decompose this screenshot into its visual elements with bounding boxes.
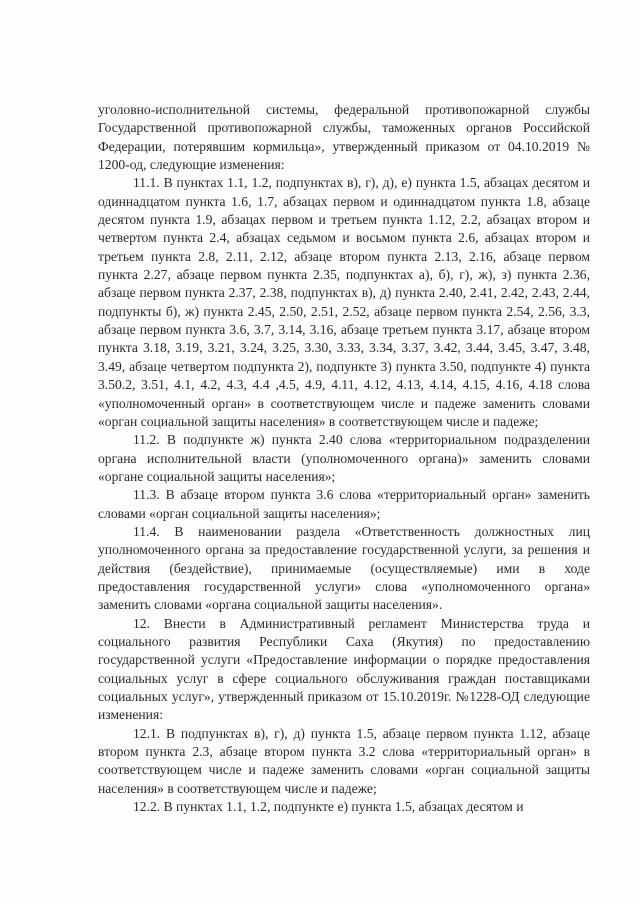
document-body	[98, 101, 590, 816]
paragraph-11-2: 11.2. В подпункте ж) пункта 2.40 слова «территориальном подразделении органа исполнительной власти (уполномоченного органа)» заменить словами «органе социальной защиты населения»;	[98, 432, 590, 484]
paragraph-11-3: 11.3. В абзаце втором пункта 3.6 слова «территориальный орган» заменить словами «орган социальной защиты населения»;	[98, 487, 590, 521]
paragraph-12: 12. Внести в Административный регламент Министерства труда и социального развития Республики Саха (Якутия) по предоставлению государственной услуги «Предоставление информации о порядке предоставления социальных услуг в сфере социального обслуживания граждан поставщиками социальных услуг», утвержденный приказом от 15.10.2019г. №1228-ОД следующие изменения:	[98, 615, 590, 723]
paragraph-intro: уголовно-исполнительной системы, федеральной противопожарной службы Государственной противопожарной службы, таможенных органов Российской Федерации, потерявшим кормильца», утвержденный приказом от 04.10.2019 № 1200-од, следующие изменения:	[98, 102, 590, 173]
paragraph-11-1: 11.1. В пунктах 1.1, 1.2, подпунктах в), г), д), е) пункта 1.5, абзацах десятом и одиннадцатом пункта 1.6, 1.7, абзацах первом и одиннадцатом пункта 1.8, абзаце десятом пункта 1.9, абзацах первом и третьем пункта 1.12, 2.2, абзацах втором и четвертом пункта 2.4, абзацах седьмом и восьмом пункта 2.6, абзацах втором и третьем пункта 2.8, 2.11, 2.12, абзаце втором пункта 2.13, 2.16, абзаце первом пункта 2.27, абзаце первом пункта 2.35, подпунктах а), б), г), ж), з) пункта 2.36, абзаце первом пункта 2.37, 2.38, подпунктах в), д) пункта 2.40, 2.41, 2.42, 2.43, 2.44, подпункты б), ж) пункта 2.45, 2.50, 2.51, 2.52, абзаце первом пункта 2.54, 2.56, 3.3, абзаце первом пункта 3.6, 3.7, 3.14, 3.16, абзаце третьем пункта 3.17, абзаце втором пункта 3.18, 3.19, 3.21, 3.24, 3.25, 3.30, 3.33, 3.34, 3.37, 3.42, 3.44, 3.45, 3.47, 3.48, 3.49, абзаце четвертом подпункта 2), подпункте 3) пункта 3.50, подпункте 4) пункта 3.50.2, 3.51, 4.1, 4.2, 4.3, 4.4 ,4.5, 4.9, 4.11, 4.12, 4.13, 4.14, 4.15, 4.16, 4.18 слова «уполномоченный орган» в соответствующем числе и падеже заменить словами «орган социальной защиты населения» в соответствующем числе и падеже;	[98, 175, 590, 429]
paragraph-12-2: 12.2. В пунктах 1.1, 1.2, подпункте е) пункта 1.5, абзацах десятом и	[133, 799, 524, 815]
paragraph-12-1: 12.1. В подпунктах в), г), д) пункта 1.5, абзаце первом пункта 1.12, абзаце втором пункта 2.3, абзаце втором пункта 3.2 слова «территориальный орган» в соответствующем числе и падеже заменить словами «орган социальной защиты населения» в соответствующем числе и падеже;	[98, 725, 590, 796]
paragraph-11-4: 11.4. В наименовании раздела «Ответственность должностных лиц уполномоченного органа за предоставление государственной услуги, за решения и действия (бездействие), принимаемые (осуществляемые) ими в ходе предоставления государственной услуги» слова «уполномоченного органа» заменить словами «органа социальной защиты населения».	[98, 523, 590, 613]
